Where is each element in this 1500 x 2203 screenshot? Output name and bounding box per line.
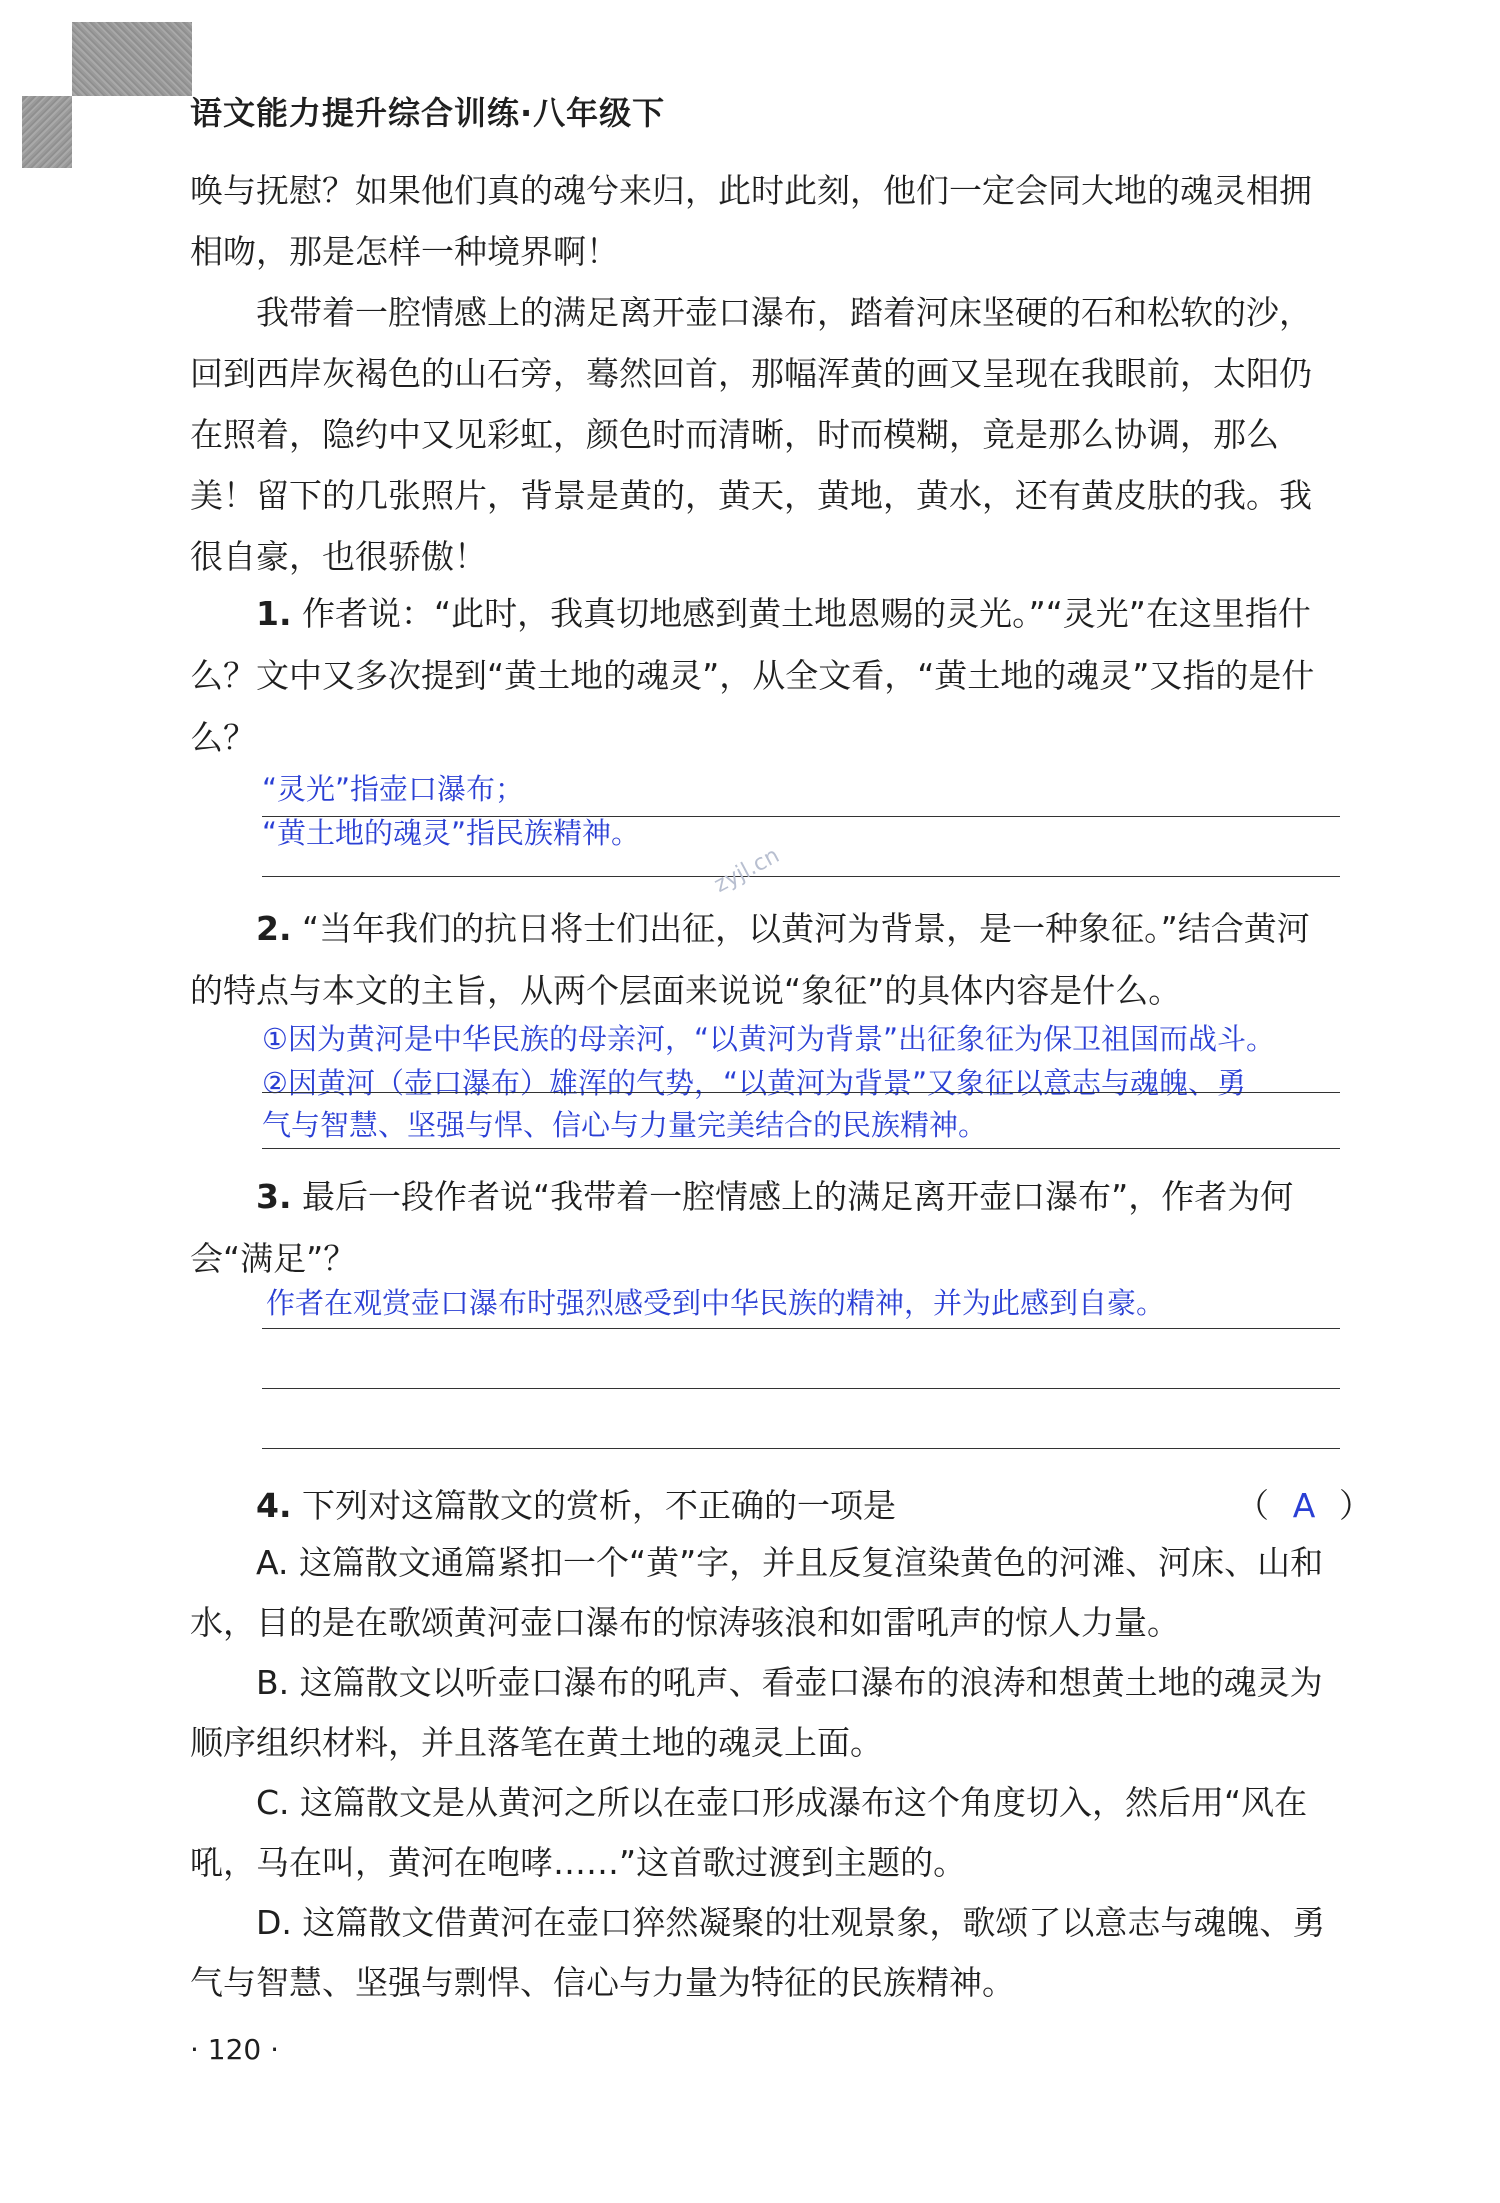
answer-rule bbox=[262, 1328, 1340, 1329]
answer-rule bbox=[262, 1388, 1340, 1389]
corner-decoration-top bbox=[72, 22, 192, 96]
answer-rule bbox=[262, 1148, 1340, 1149]
option-d: D. 这篇散文借黄河在壶口猝然凝聚的壮观景象，歌颂了以意志与魂魄、勇气与智慧、坚强与剽悍、信心与力量为特征的民族精神。 bbox=[190, 1903, 1326, 2002]
question-text: 作者说：“此时，我真切地感到黄土地恩赐的灵光。”“灵光”在这里指什么？文中又多次提到“黄土地的魂灵”，从全文看，“黄土地的魂灵”又指的是什么？ bbox=[190, 594, 1315, 757]
question-2 bbox=[190, 898, 1340, 1022]
answer-bracket bbox=[1236, 1475, 1372, 1537]
answer-rule bbox=[262, 1092, 1340, 1093]
question-number: 2. bbox=[256, 909, 292, 948]
option-c: C. 这篇散文是从黄河之所以在壶口形成瀑布这个角度切入，然后用“风在吼，马在叫，黄河在咆哮……”这首歌过渡到主题的。 bbox=[190, 1783, 1308, 1882]
bracket-close: ） bbox=[1339, 1486, 1372, 1525]
question-number: 1. bbox=[256, 594, 292, 633]
answer-line: 气与智慧、坚强与悍、信心与力量完美结合的民族精神。 bbox=[262, 1108, 988, 1142]
question-1 bbox=[190, 583, 1340, 769]
answer-rule bbox=[262, 1448, 1340, 1449]
watermark: zyjl.cn bbox=[710, 843, 784, 898]
question-text: 下列对这篇散文的赏析，不正确的一项是 bbox=[302, 1486, 896, 1525]
answer-line: “灵光”指壶口瀑布； bbox=[262, 772, 525, 806]
answer-line: 作者在观赏壶口瀑布时强烈感受到中华民族的精神，并为此感到自豪。 bbox=[266, 1286, 1166, 1320]
passage-paragraph-1: 唤与抚慰？如果他们真的魂兮来归，此时此刻，他们一定会同大地的魂灵相拥相吻，那是怎样一种境界啊！ bbox=[190, 171, 1312, 271]
question-4 bbox=[190, 1475, 1340, 1537]
page-number: · 120 · bbox=[190, 2033, 280, 2066]
option-b: B. 这篇散文以听壶口瀑布的吼声、看壶口瀑布的浪涛和想黄土地的魂灵为顺序组织材料，并且落笔在黄土地的魂灵上面。 bbox=[190, 1663, 1323, 1762]
answer-line: ①因为黄河是中华民族的母亲河，“以黄河为背景”出征象征为保卫祖国而战斗。 bbox=[262, 1022, 1276, 1056]
option-a: A. 这篇散文通篇紧扣一个“黄”字，并且反复渲染黄色的河滩、河床、山和水，目的是在歌颂黄河壶口瀑布的惊涛骇浪和如雷吼声的惊人力量。 bbox=[190, 1543, 1324, 1642]
answer-line: “黄土地的魂灵”指民族精神。 bbox=[262, 816, 641, 850]
corner-decoration bbox=[0, 0, 72, 96]
selected-choice: A bbox=[1292, 1486, 1316, 1525]
corner-decoration-left bbox=[22, 96, 72, 168]
question-3 bbox=[190, 1166, 1340, 1290]
passage-paragraph-2: 我带着一腔情感上的满足离开壶口瀑布，踏着河床坚硬的石和松软的沙，回到西岸灰褐色的山石旁，蓦然回首，那幅浑黄的画又呈现在我眼前，太阳仍在照着，隐约中又见彩虹，颜色时而清晰，时而模糊，竟是那么协调，那么美！留下的几张照片，背景是黄的，黄天，黄地，黄水，还有黄皮肤的我。我很自豪，也很骄傲！ bbox=[190, 293, 1312, 576]
question-number: 4. bbox=[256, 1486, 292, 1525]
answer-line: ②因黄河（壶口瀑布）雄浑的气势，“以黄河为背景”又象征以意志与魂魄、勇 bbox=[262, 1066, 1247, 1100]
question-text: “当年我们的抗日将士们出征，以黄河为背景，是一种象征。”结合黄河的特点与本文的主旨，从两个层面来说说“象征”的具体内容是什么。 bbox=[190, 909, 1310, 1010]
page-header-title: 语文能力提升综合训练·八年级下 bbox=[190, 94, 666, 132]
question-text: 最后一段作者说“我带着一腔情感上的满足离开壶口瀑布”，作者为何会“满足”？ bbox=[190, 1177, 1294, 1278]
answer-rule bbox=[262, 876, 1340, 877]
question-number: 3. bbox=[256, 1177, 292, 1216]
bracket-open: （ bbox=[1236, 1486, 1269, 1525]
